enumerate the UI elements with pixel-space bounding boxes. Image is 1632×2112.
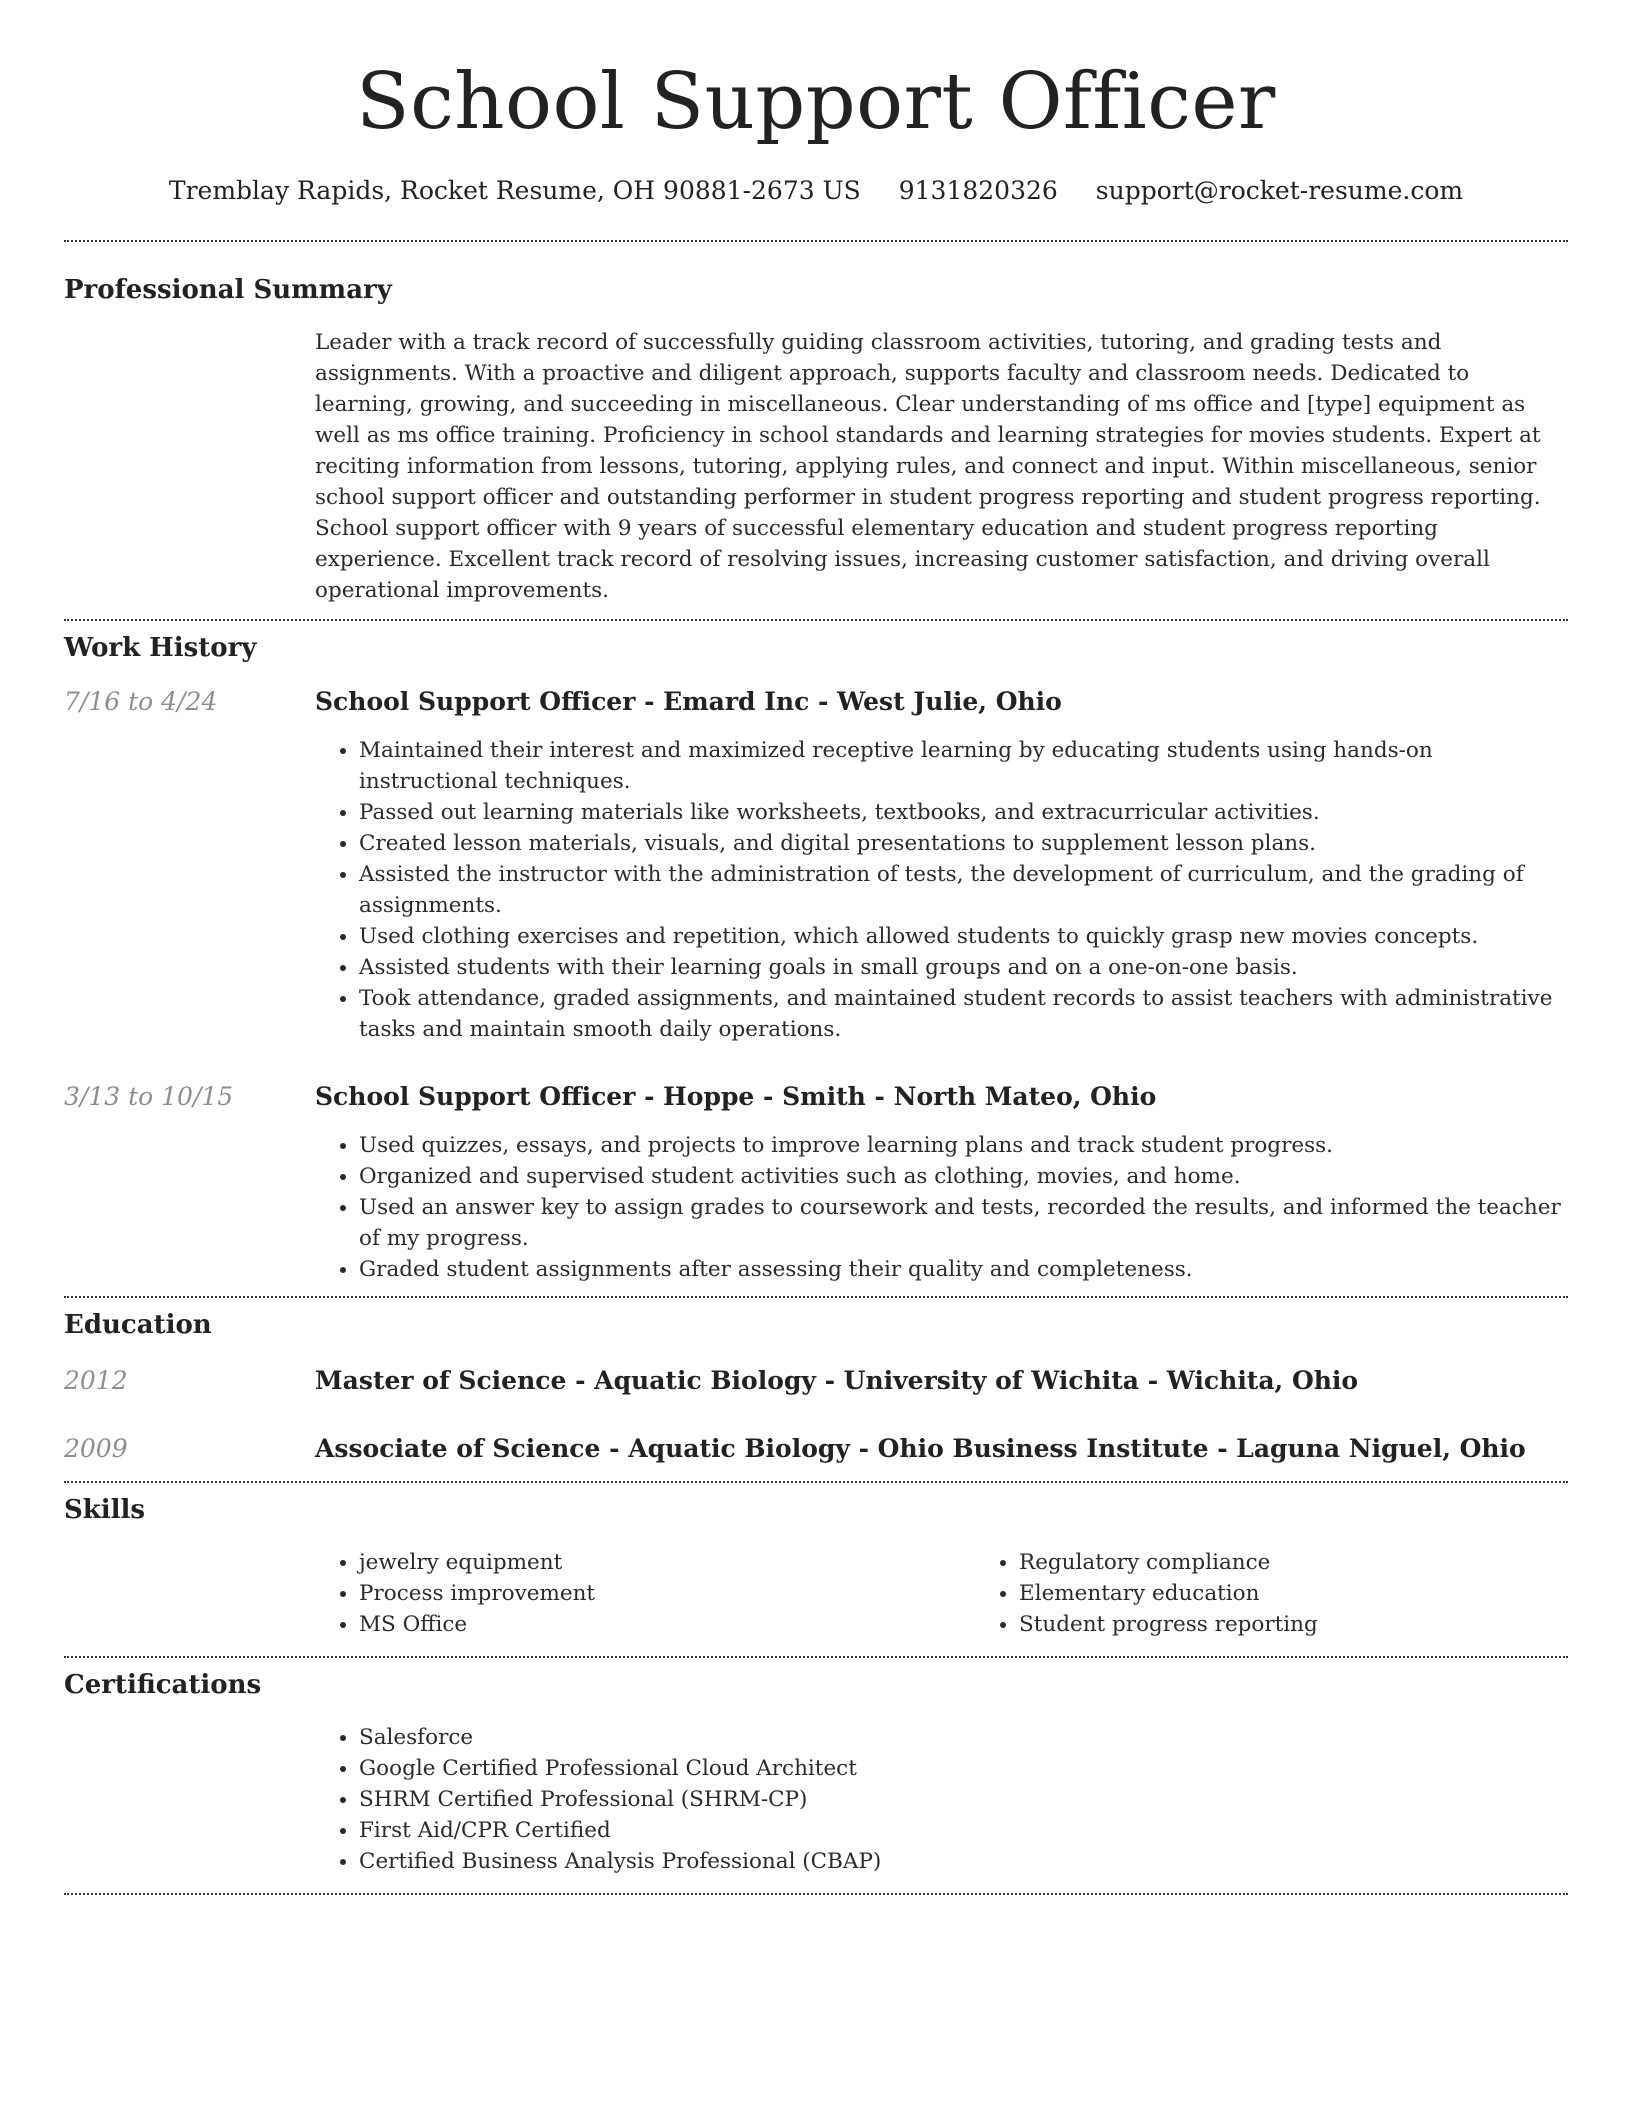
list-item: • Took attendance, graded assignments, and maintained student records to assist teachers with administrative tasks and maintain smooth daily operations.	[359, 983, 1568, 1045]
divider	[64, 1296, 1568, 1298]
contact-phone: 9131820326	[898, 176, 1058, 205]
divider	[64, 1481, 1568, 1483]
education-degree: Associate of Science - Aquatic Biology - Ohio Business Institute - Laguna Niguel, Ohio	[315, 1434, 1526, 1463]
skill-item: • Elementary education	[1019, 1578, 1632, 1609]
skill-item: • Process improvement	[359, 1578, 975, 1609]
certifications-section	[64, 1668, 1568, 1877]
education-heading: Education	[64, 1310, 212, 1340]
job-entry	[64, 686, 1568, 1045]
certification-item: • First Aid/CPR Certified	[359, 1815, 1568, 1846]
work-history-heading: Work History	[64, 633, 257, 663]
list-item: • Assisted the instructor with the administration of tests, the development of curriculum, and the grading of assignments.	[359, 859, 1568, 921]
skills-spacer	[64, 1547, 315, 1640]
divider	[64, 1656, 1568, 1658]
job-heading: School Support Officer - Emard Inc - West Julie, Ohio	[315, 687, 1062, 716]
education-entry	[64, 1433, 1568, 1465]
list-item: • Used quizzes, essays, and projects to improve learning plans and track student progress.	[359, 1130, 1568, 1161]
list-item: • Assisted students with their learning goals in small groups and on a one-on-one basis.	[359, 952, 1568, 983]
certification-item: • SHRM Certified Professional (SHRM-CP)	[359, 1784, 1568, 1815]
education-degree: Master of Science - Aquatic Biology - University of Wichita - Wichita, Ohio	[315, 1366, 1359, 1395]
certification-item: • Salesforce	[359, 1722, 1568, 1753]
education-section	[64, 1308, 1568, 1465]
certification-item: • Google Certified Professional Cloud Architect	[359, 1753, 1568, 1784]
summary-text: Leader with a track record of successfully guiding classroom activities, tutoring, and grading tests and assignments. With a proactive and diligent approach, supports faculty and classroom needs. Dedicated to learning, growing, and succeeding in miscellaneous. Clear understanding of ms office and [type] equipment as well as ms office training. Proficiency in school standards and learning strategies for movies students. Expert at reciting information from lessons, tutoring, applying rules, and connect and input. Within miscellaneous, senior school support officer and outstanding performer in student progress reporting and student progress reporting. School support officer with 9 years of successful elementary education and student progress reporting experience. Excellent track record of resolving issues, increasing customer satisfaction, and driving overall operational improvements.	[315, 330, 1541, 603]
contact-line	[64, 174, 1568, 208]
skill-item: • jewelry equipment	[359, 1547, 975, 1578]
skills-section	[64, 1493, 1568, 1640]
skill-item: • Student progress reporting	[1019, 1609, 1632, 1640]
divider	[64, 619, 1568, 621]
summary-spacer	[64, 327, 315, 606]
list-item: • Used clothing exercises and repetition, which allowed students to quickly grasp new movies concepts.	[359, 921, 1568, 952]
list-item: • Organized and supervised student activities such as clothing, movies, and home.	[359, 1161, 1568, 1192]
contact-address: Tremblay Rapids, Rocket Resume, OH 90881-2673 US	[168, 176, 861, 205]
skills-list-right	[975, 1547, 1632, 1640]
contact-email: support@rocket-resume.com	[1095, 176, 1464, 205]
certifications-heading: Certifications	[64, 1670, 262, 1700]
skill-item: • Regulatory compliance	[1019, 1547, 1632, 1578]
job-heading: School Support Officer - Hoppe - Smith - North Mateo, Ohio	[315, 1082, 1157, 1111]
candidate-name: School Support Officer	[356, 57, 1276, 147]
work-history-section	[64, 631, 1568, 1285]
job-bullets	[315, 1130, 1568, 1285]
list-item: • Maintained their interest and maximized receptive learning by educating students using hands-on instructional techniques.	[359, 735, 1568, 797]
education-year: 2009	[64, 1434, 128, 1463]
list-item: • Passed out learning materials like worksheets, textbooks, and extracurricular activities.	[359, 797, 1568, 828]
certifications-spacer	[64, 1722, 315, 1877]
divider	[64, 240, 1568, 242]
skills-list-left	[315, 1547, 975, 1640]
job-dates: 7/16 to 4/24	[64, 687, 218, 716]
divider	[64, 1893, 1568, 1895]
summary-heading: Professional Summary	[64, 275, 392, 305]
job-entry	[64, 1081, 1568, 1285]
list-item: • Created lesson materials, visuals, and digital presentations to supplement lesson plans.	[359, 828, 1568, 859]
education-year: 2012	[64, 1366, 128, 1395]
job-dates: 3/13 to 10/15	[64, 1082, 234, 1111]
job-bullets	[315, 735, 1568, 1045]
certifications-list	[315, 1722, 1568, 1877]
list-item: • Graded student assignments after assessing their quality and completeness.	[359, 1254, 1568, 1285]
skill-item: • MS Office	[359, 1609, 975, 1640]
certification-item: • Certified Business Analysis Professional (CBAP)	[359, 1846, 1568, 1877]
skills-heading: Skills	[64, 1495, 146, 1525]
education-entry	[64, 1365, 1568, 1397]
summary-section	[64, 273, 1568, 606]
list-item: • Used an answer key to assign grades to coursework and tests, recorded the results, and informed the teacher of my progress.	[359, 1192, 1568, 1254]
